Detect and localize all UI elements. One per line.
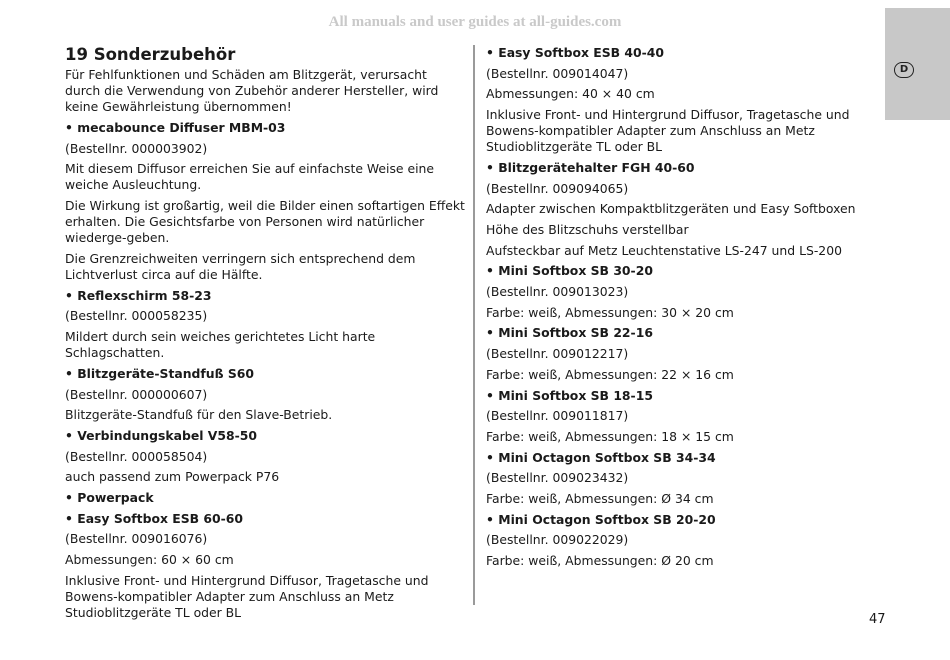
right-blocks	[486, 45, 881, 569]
accessory-detail: (Bestellnr. 000058504)	[65, 448, 208, 464]
accessory-detail: Inklusive Front- und Hintergrund Diffusor, Tragetasche und Bowens-kompatibler Adapter zum Anschluss an Metz Studioblitzgeräte TL oder BL	[486, 107, 850, 155]
accessory-detail: (Bestellnr. 000000607)	[65, 386, 208, 402]
accessory-title: • Mini Octagon Softbox SB 34-34	[486, 449, 716, 465]
accessory-detail: auch passend zum Powerpack P76	[65, 469, 280, 485]
left-column	[65, 45, 465, 626]
accessory-detail: (Bestellnr. 009013023)	[486, 284, 629, 300]
accessory-detail: Farbe: weiß, Abmessungen: 22 × 16 cm	[486, 366, 734, 382]
page-number: 47	[869, 612, 886, 627]
accessory-detail: (Bestellnr. 000058235)	[65, 308, 208, 324]
accessory-detail: (Bestellnr. 009014047)	[486, 65, 629, 81]
accessory-detail: Adapter zwischen Kompaktblitzgeräten und Easy Softboxen	[486, 201, 856, 217]
accessory-detail: (Bestellnr. 009023432)	[486, 470, 629, 486]
accessory-title: • Mini Softbox SB 18-15	[486, 387, 653, 403]
column-divider	[473, 45, 475, 605]
accessory-detail: Die Wirkung ist großartig, weil die Bilder einen softartigen Effekt erhalten. Die Gesichtsfarbe von Personen wird natürlicher wiederge-geben.	[65, 198, 465, 246]
accessory-title: • Verbindungskabel V58-50	[65, 427, 258, 443]
accessory-detail: Die Grenzreichweiten verringern sich entsprechend dem Lichtverlust circa auf die Hälfte.	[65, 250, 416, 282]
accessory-title: • Powerpack	[65, 489, 154, 505]
accessory-detail: Mit diesem Diffusor erreichen Sie auf einfachste Weise eine weiche Ausleuchtung.	[65, 161, 435, 193]
accessory-title: • Mini Softbox SB 30-20	[486, 263, 653, 279]
left-blocks	[65, 120, 465, 621]
accessory-detail: (Bestellnr. 000003902)	[65, 140, 208, 156]
accessory-title: • Easy Softbox ESB 40-40	[486, 45, 665, 60]
language-tab	[885, 8, 950, 120]
accessory-detail: Aufsteckbar auf Metz Leuchtenstative LS-247 und LS-200	[486, 242, 842, 258]
accessory-detail: Farbe: weiß, Abmessungen: 18 × 15 cm	[486, 428, 734, 444]
accessory-detail: Farbe: weiß, Abmessungen: Ø 20 cm	[486, 553, 714, 568]
language-badge: D	[894, 62, 914, 78]
section-heading: 19 Sonderzubehör	[65, 45, 236, 64]
accessory-title: • Blitzgeräte-Standfuß S60	[65, 365, 255, 381]
accessory-title: • Reflexschirm 58-23	[65, 287, 212, 303]
accessory-detail: Farbe: weiß, Abmessungen: 30 × 20 cm	[486, 304, 734, 320]
accessory-detail: Farbe: weiß, Abmessungen: Ø 34 cm	[486, 490, 714, 506]
accessory-title: • Blitzgerätehalter FGH 40-60	[486, 159, 695, 175]
accessory-detail: (Bestellnr. 009022029)	[486, 532, 629, 548]
right-column	[486, 45, 881, 574]
accessory-title: • Mini Softbox SB 22-16	[486, 325, 653, 341]
accessory-detail: (Bestellnr. 009012217)	[486, 346, 629, 362]
accessory-detail: (Bestellnr. 009094065)	[486, 180, 629, 196]
accessory-title: • mecabounce Diffuser MBM-03	[65, 119, 286, 135]
accessory-title: • Easy Softbox ESB 60-60	[65, 510, 244, 526]
accessory-detail: Inklusive Front- und Hintergrund Diffusor, Tragetasche und Bowens-kompatibler Adapter zum Anschluss an Metz Studioblitzgeräte TL oder BL	[65, 572, 429, 620]
intro-paragraph: Für Fehlfunktionen und Schäden am Blitzgerät, verursacht durch die Verwendung von Zubehör anderer Hersteller, wird keine Gewährleistung übernommen!	[65, 67, 439, 115]
accessory-title: • Mini Octagon Softbox SB 20-20	[486, 511, 716, 527]
watermark-banner: All manuals and user guides at all-guides.com	[328, 14, 622, 30]
accessory-detail: Mildert durch sein weiches gerichtetes Licht harte Schlagschatten.	[65, 329, 376, 361]
accessory-detail: Abmessungen: 60 × 60 cm	[65, 552, 234, 568]
accessory-detail: Blitzgeräte-Standfuß für den Slave-Betrieb.	[65, 407, 333, 423]
accessory-detail: Höhe des Blitzschuhs verstellbar	[486, 222, 689, 237]
accessory-detail: (Bestellnr. 009016076)	[65, 531, 208, 547]
accessory-detail: (Bestellnr. 009011817)	[486, 408, 629, 424]
accessory-detail: Abmessungen: 40 × 40 cm	[486, 86, 655, 102]
